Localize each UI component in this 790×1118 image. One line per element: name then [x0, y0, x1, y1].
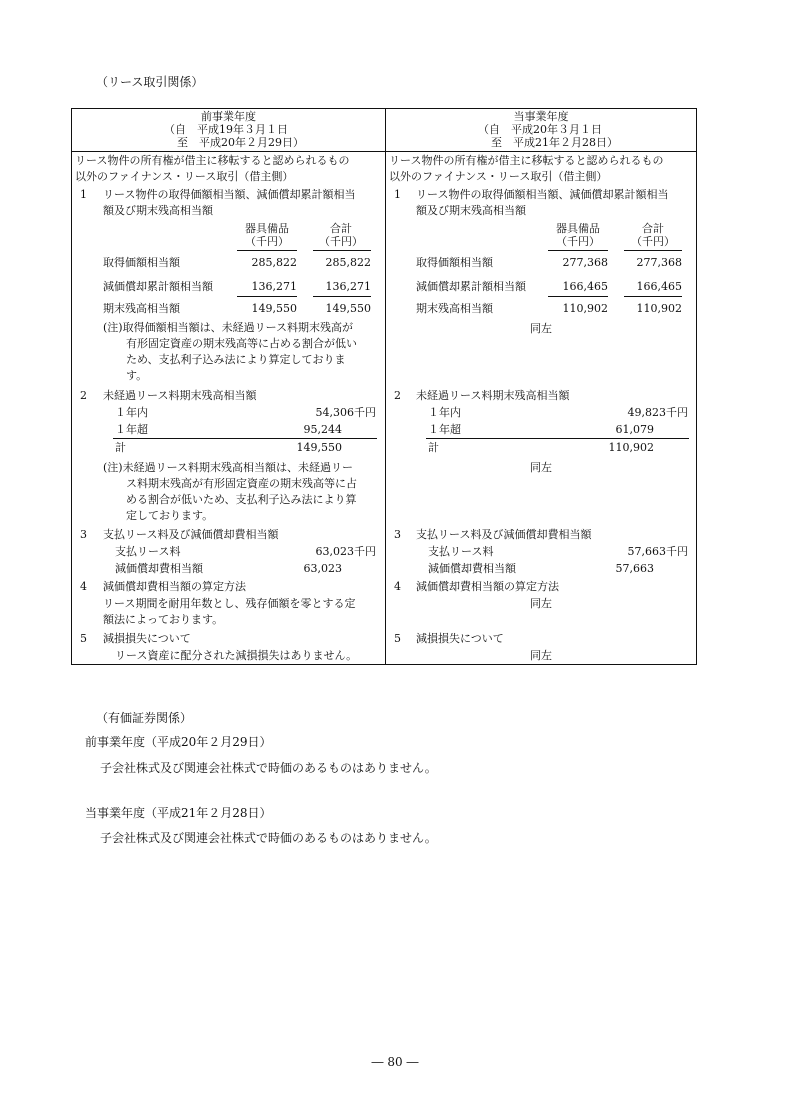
row-value: 63,023 — [303, 562, 342, 575]
intro-text: 以外のファイナンス・リース取引（借主側） — [75, 170, 294, 183]
row-label: 期末残高相当額 — [103, 302, 180, 315]
row-value: 166,465 — [636, 280, 682, 293]
section-title: 減価償却費相当額の算定方法 — [103, 580, 246, 593]
total-line — [426, 438, 689, 439]
section-number: 2 — [80, 389, 87, 402]
securities-section-title: （有価証券関係） — [96, 711, 193, 725]
row-underline — [624, 296, 682, 297]
column-header: （千円） — [556, 235, 600, 248]
section-title: リース物件の取得価額相当額、減価償却累計額相当 — [416, 188, 669, 201]
prev-year-label: 前事業年度（平成20年２月29日） — [85, 735, 272, 749]
row-value: 110,902 — [636, 302, 682, 315]
row-value: 277,368 — [562, 256, 608, 269]
curr-header-line: （自 平成20年３月１日 — [478, 123, 602, 136]
row-label: 計 — [115, 441, 126, 454]
section-body: リース期間を耐用年数とし、残存価額を零とする定 — [103, 597, 356, 610]
note-text: す。 — [126, 369, 148, 382]
row-value: 110,902 — [562, 302, 608, 315]
note-text: 定しております。 — [126, 509, 214, 522]
note-text: める割合が低いため、支払利子込み法により算 — [126, 493, 357, 506]
page-number: ― 80 ― — [371, 1055, 419, 1069]
note-text: 有形固定資産の期末残高等に占める割合が低い — [126, 337, 357, 350]
row-value: 285,822 — [325, 256, 371, 269]
row-label: 取得価額相当額 — [103, 256, 180, 269]
row-value: 166,465 — [562, 280, 608, 293]
section-title: リース物件の取得価額相当額、減価償却累計額相当 — [103, 188, 356, 201]
column-header: 合計 — [330, 222, 352, 235]
same-as-left-text: 同左 — [530, 461, 552, 474]
row-value: 110,902 — [608, 441, 654, 454]
note-text: (注)未経過リース料期末残高相当額は、未経過リー — [103, 461, 354, 474]
section-title: 減損損失について — [416, 632, 504, 645]
row-value: 136,271 — [251, 280, 297, 293]
curr-header-line: 至 平成21年２月28日） — [491, 136, 618, 149]
table-middle-border — [385, 108, 386, 664]
row-label: １年内 — [115, 406, 148, 419]
section-body: 額法によっております。 — [103, 613, 224, 626]
column-header: （千円） — [631, 235, 675, 248]
row-label: 減価償却費相当額 — [115, 562, 203, 575]
row-value: 149,550 — [325, 302, 371, 315]
row-label: 期末残高相当額 — [416, 302, 493, 315]
note-text: (注)取得価額相当額は、未経過リース料期末残高が — [103, 321, 354, 334]
section-title: 未経過リース料期末残高相当額 — [416, 389, 570, 402]
curr-year-label: 当事業年度（平成21年２月28日） — [85, 806, 272, 820]
section-number: 3 — [394, 528, 401, 541]
row-underline — [548, 296, 608, 297]
note-text: ス料期末残高が有形固定資産の期末残高等に占 — [126, 477, 357, 490]
row-label: 支払リース料 — [115, 545, 181, 558]
section-number: 4 — [80, 580, 87, 593]
row-value: 54,306千円 — [315, 406, 376, 419]
same-as-left-text: 同左 — [530, 322, 552, 335]
row-value: 95,244 — [303, 423, 342, 436]
section-title: 減価償却費相当額の算定方法 — [416, 580, 559, 593]
section-title: 額及び期末残高相当額 — [103, 204, 213, 217]
row-label: 減価償却費相当額 — [428, 562, 516, 575]
column-header: 器具備品 — [245, 222, 289, 235]
section-number: 2 — [394, 389, 401, 402]
prev-year-text: 子会社株式及び関連会社株式で時価のあるものはありません。 — [100, 761, 437, 775]
section-title: 支払リース料及び減価償却費相当額 — [103, 528, 279, 541]
row-label: 計 — [428, 441, 439, 454]
intro-text: 以外のファイナンス・リース取引（借主側） — [389, 170, 608, 183]
row-value: 277,368 — [636, 256, 682, 269]
row-value: 149,550 — [296, 441, 342, 454]
section-number: 3 — [80, 528, 87, 541]
row-value: 49,823千円 — [627, 406, 688, 419]
column-underline — [237, 250, 297, 251]
prev-header-line: 前事業年度 — [201, 110, 256, 123]
prev-header-line: 至 平成20年２月29日） — [177, 136, 304, 149]
same-as-left-text: 同左 — [530, 649, 552, 662]
column-header: （千円） — [245, 235, 289, 248]
section-number: 4 — [394, 580, 401, 593]
row-value: 61,079 — [615, 423, 654, 436]
row-label: １年超 — [115, 423, 148, 436]
row-value: 149,550 — [251, 302, 297, 315]
row-value: 57,663千円 — [627, 545, 688, 558]
column-underline — [624, 250, 682, 251]
lease-section-title: （リース取引関係） — [96, 75, 204, 89]
column-header: 合計 — [642, 222, 664, 235]
section-title: 額及び期末残高相当額 — [416, 204, 526, 217]
table-top-border — [71, 108, 697, 109]
curr-header-line: 当事業年度 — [513, 110, 569, 123]
row-underline — [237, 296, 297, 297]
section-number: 5 — [394, 632, 401, 645]
section-number: 5 — [80, 632, 87, 645]
intro-text: リース物件の所有権が借主に移転すると認められるもの — [389, 154, 664, 167]
section-number: 1 — [394, 188, 401, 201]
row-label: １年超 — [428, 423, 461, 436]
column-header: （千円） — [319, 235, 363, 248]
section-body: リース資産に配分された減損損失はありません。 — [115, 649, 358, 662]
table-left-border — [71, 108, 72, 664]
table-header-border — [71, 151, 697, 152]
row-label: 減価償却累計額相当額 — [103, 280, 213, 293]
row-value: 285,822 — [251, 256, 297, 269]
section-title: 支払リース料及び減価償却費相当額 — [416, 528, 592, 541]
row-label: 減価償却累計額相当額 — [416, 280, 526, 293]
column-underline — [548, 250, 608, 251]
total-line — [113, 438, 377, 439]
same-as-left-text: 同左 — [530, 597, 552, 610]
row-value: 136,271 — [325, 280, 371, 293]
row-label: １年内 — [428, 406, 461, 419]
table-bottom-border — [71, 664, 697, 665]
column-underline — [313, 250, 371, 251]
row-label: 取得価額相当額 — [416, 256, 493, 269]
section-number: 1 — [80, 188, 87, 201]
row-value: 63,023千円 — [315, 545, 376, 558]
row-underline — [313, 296, 371, 297]
table-right-border — [696, 108, 697, 664]
curr-year-text: 子会社株式及び関連会社株式で時価のあるものはありません。 — [100, 831, 437, 845]
section-title: 未経過リース料期末残高相当額 — [103, 389, 257, 402]
prev-header-line: （自 平成19年３月１日 — [164, 123, 288, 136]
row-value: 57,663 — [615, 562, 654, 575]
column-header: 器具備品 — [556, 222, 600, 235]
intro-text: リース物件の所有権が借主に移転すると認められるもの — [75, 154, 350, 167]
section-title: 減損損失について — [103, 632, 191, 645]
note-text: ため、支払利子込み法により算定しておりま — [126, 353, 346, 366]
row-label: 支払リース料 — [428, 545, 494, 558]
